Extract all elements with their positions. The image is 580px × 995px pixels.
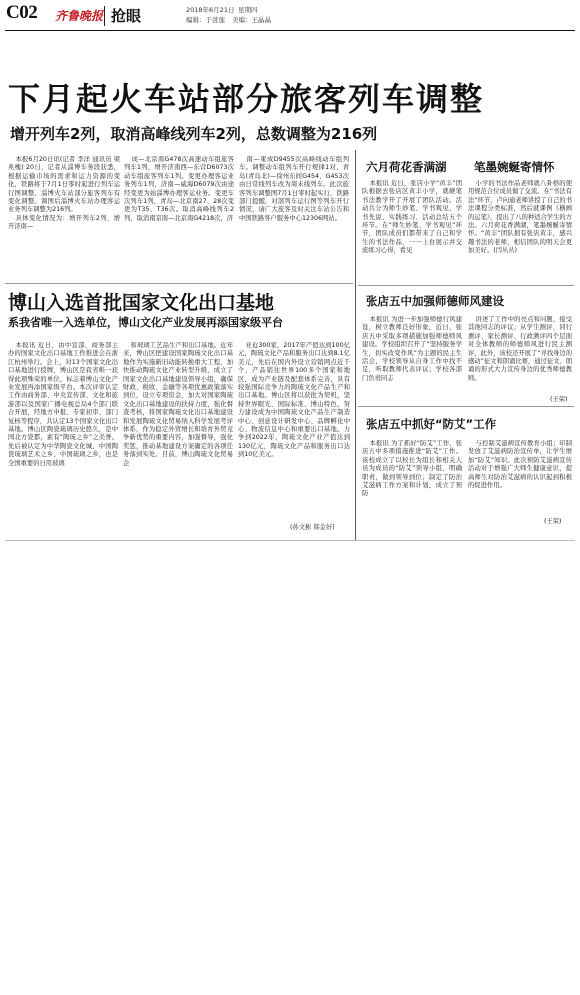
article2-col1-text: 本报讯 近日，由中宣部、商务部主办的国家文化出口基地工作推进会在浙江杭州举行。会上，对13个国家文化出口基地进行授牌，博山区是我省唯一获得此项殊荣的单位，标志着博山文化产业发展再添国家级平台。本次评审认定工作由商务部、中央宣传部、文化和旅游部以及国家广播电视总局4个部门联合开展，经地方申报、专家初审、部门复核等程序，共认定13个国家文化出口基地。博山区陶瓷琉璃历史悠久，是中国北方瓷都，素有“陶琉之乡”之美誉。先后被认定为中华陶瓷文化城、中国陶瓷琉璃艺术之乡、中国琉璃之乡，也是全国重要的日用玻璃 — [8, 342, 118, 467]
header-weekday: 星期四 — [238, 6, 258, 14]
article6-col1 — [362, 440, 462, 528]
article5-col1-text: 本报讯 为进一步加强师德行风建设，树立教师良好形象，近日，张店五中采取多项措施加强师德师风建设。学校组织召开了“坚持服务学生，切实改变作风”为主题的民主生活会，学校领导从自身工作中找不足，听取教师代表评议；学校各部门负责同志 — [362, 316, 462, 382]
article1-subheadline: 增开列车2列，取消高峰线列车2列，总数调整为216列 — [10, 125, 378, 143]
article1-headline: 下月起火车站部分旅客列车调整 — [8, 80, 485, 118]
article1-col3-text: 南—東成D9455次高峰线动车组列车。调整动车组列车开行规律1对，青岛(青岛北)—徐州东间G454、G453次由日常线列车改为周末线列车。此次旅客列车调整图7月1日零时起实行，铁路部门提醒，对部列车运行图等列车开行情况，请广大旅客及时关注车站公告和中国铁路客户服务中心12306网站。 — [239, 156, 349, 222]
article4-body — [468, 180, 572, 278]
article3-headline: 六月荷花香满湖 — [366, 160, 447, 174]
header-date: 2018年6月21日 — [186, 6, 235, 14]
section-title: 抢眼 — [111, 7, 142, 25]
article5-col2-text: 讲述了工作中的亮点和问题，接受其他同志的评议；从学生测评、同行测评、家长测评、行政测评四个层面对全体教师的师德师风进行民主测评，此外，该校还开展了“寻找身边的感动”征文和朗诵比赛，通过征文、朗诵的形式大力宣传身边的优秀师德教师。 — [468, 316, 572, 382]
article6-col1-text: 本报讯 为了抓好“防艾”工作，张店五中多项措施推进“防艾”工作。该校成立了以校长为组长和相关人员为成员的“防艾”领导小组，明确职责，做到领导到位；制定了防治艾滋病工作方案和计划，成立了预防 — [362, 440, 462, 498]
article4-text: 小学的书法作品老师就八卦格的使用规范合位成员做了交流。在“书法有法”环节，卢向通老师讲授了自己的书法课程分类标准，然后就课例《横画的运笔》，提出了八的种适合学生的方法。六月荷花香满湖，笔墨婉蜒寄情怀。“黄丰”团队拥有张店黄丰，感兴趣书法的老师，相信团队的明天会更加美好。(闫丛丛) — [468, 180, 572, 255]
article6-col2 — [468, 440, 572, 514]
header-divider — [104, 6, 105, 26]
article6-col2-text: 与控制艾滋病宣传教育小组；印制发放了艾滋病防治宣传单，让学生增加“防艾”知识。此次预防艾滋病宣传活动对于增强广大师生健康意识，提高师生对防治艾滋病的认识起到积极的促进作用。 — [468, 440, 572, 490]
article4-headline: 笔墨婉蜒寄情怀 — [474, 160, 555, 174]
article2-col3-text: 业近300家，2017年产值达到100亿元，陶琉文化产品和服务出口达到8.1亿美元，先后在国内外设立营销网点近千个，产品销往世界100多个国家和地区，成为产业链及配套体系完善，具有较强国际竞争力的陶琉文化产品生产和出口基地。博山区将以获批为契机，坚持世界眼光、国际标准、博山特色，努力建设成为中国陶琉文化产品生产制造中心、创意设计研发中心、品牌孵化中心、物流信息中心和重要出口基地。力争到2022年，陶琉文化产业产值达到130亿元，陶琉文化产品和服务出口达到10亿美元。 — [238, 342, 350, 459]
article3-text: 本报讯 近日，张店小学“黄丰”团队根据去张店区黄丰小学，就硬笔书法教学开了开展了团队活动。活动共分为师生妙笔、学书观见、学书先说、实践练习、活动总结五个环节。在“师生妙笔、学书观见”环节，团队成员们都带来了自己和学生的书法作品，一一上台展示并交流练习心得，看见 — [362, 180, 462, 255]
section-rule-left — [5, 283, 353, 284]
article1-col3 — [239, 156, 349, 278]
section-rule-right-1 — [358, 285, 574, 286]
article5-col1 — [362, 316, 462, 402]
article1-col1 — [8, 156, 120, 278]
article1-lead: 本报6月20日讯(记者 李洋 通讯员 梁兆槐) 20日，记者从淄博车务段获悉，根据运输市场的需求和运力资源的变化，铁路将于7月1日零时起进行列车运行图调整，淄博火车站部分旅客列车有变化调整。调图后淄博火车站办理客运业务列车调整为216列。 — [8, 156, 120, 214]
content-bottom-rule — [5, 540, 575, 541]
article2-headline: 博山入选首批国家文化出口基地 — [8, 292, 275, 314]
article2-byline: (孙文彬 韩金好) — [290, 524, 335, 531]
header-designer: 美编：王晶晶 — [232, 16, 271, 24]
article1-col2 — [124, 156, 234, 278]
section-rule-right-2 — [358, 406, 574, 407]
article1-col2-text: 成—北京南G478次高速动车组旅客列车1列，增开济南西—东营D6073次动车组旅客列车1列。变更办理客运业务列车1列，济南—威海D6079次由途经变更为始淄博办理客运业务。变更车次列车1列，青岛—北京南27、28次变更为T35、T36次。取消高峰线列车2列，取消南京南—北京南G4218次，济 — [124, 156, 234, 222]
page-number: C02 — [6, 2, 38, 23]
article5-col2 — [468, 316, 572, 392]
article2-col3 — [238, 342, 350, 520]
article5-headline: 张店五中加强师德师风建设 — [366, 294, 504, 308]
article3-body — [362, 180, 462, 278]
article2-col2 — [123, 342, 233, 532]
article5-byline: (王荣) — [550, 396, 568, 403]
column-divider-main — [355, 150, 356, 540]
header-editor: 编辑：于萱莲 — [186, 16, 225, 24]
article6-headline: 张店五中抓好“防艾”工作 — [366, 417, 497, 431]
article6-byline: (王荣) — [544, 518, 562, 525]
article2-col2-text: 和玻璃工艺品生产和出口基地。近年来，博山区把建设国家陶琉文化出口基地作为实施新旧动能转换重大工程，加快推动陶琉文化产业转型升级，成立了国家文化出口基地建设领导小组，确保财政、税收、金融等各项优惠政策落实到位，设立专项资金，加大对国家陶琉文化出口基地建设的扶持力度，强化督查考核，将国家陶琉文化出口基地建设和发展陶琉文化贸易纳入科学发展考评体系，作为稳定外贸增长和培育外贸竞争新优势的重要内容，加强督导，强化奖惩，推动基地建设方案确定的各项任务落到实处。目前，博山陶琉文化贸易企 — [123, 342, 233, 467]
article2-col1 — [8, 342, 118, 532]
paper-logo: 齐鲁晚报 — [55, 9, 104, 23]
header-rule — [5, 30, 575, 31]
article2-subheadline: 系我省唯一入选单位，博山文化产业发展再添国家级平台 — [8, 316, 283, 329]
article1-col1-rest: 具体变化情况为：增开列车2列，增开济南— — [8, 214, 120, 231]
